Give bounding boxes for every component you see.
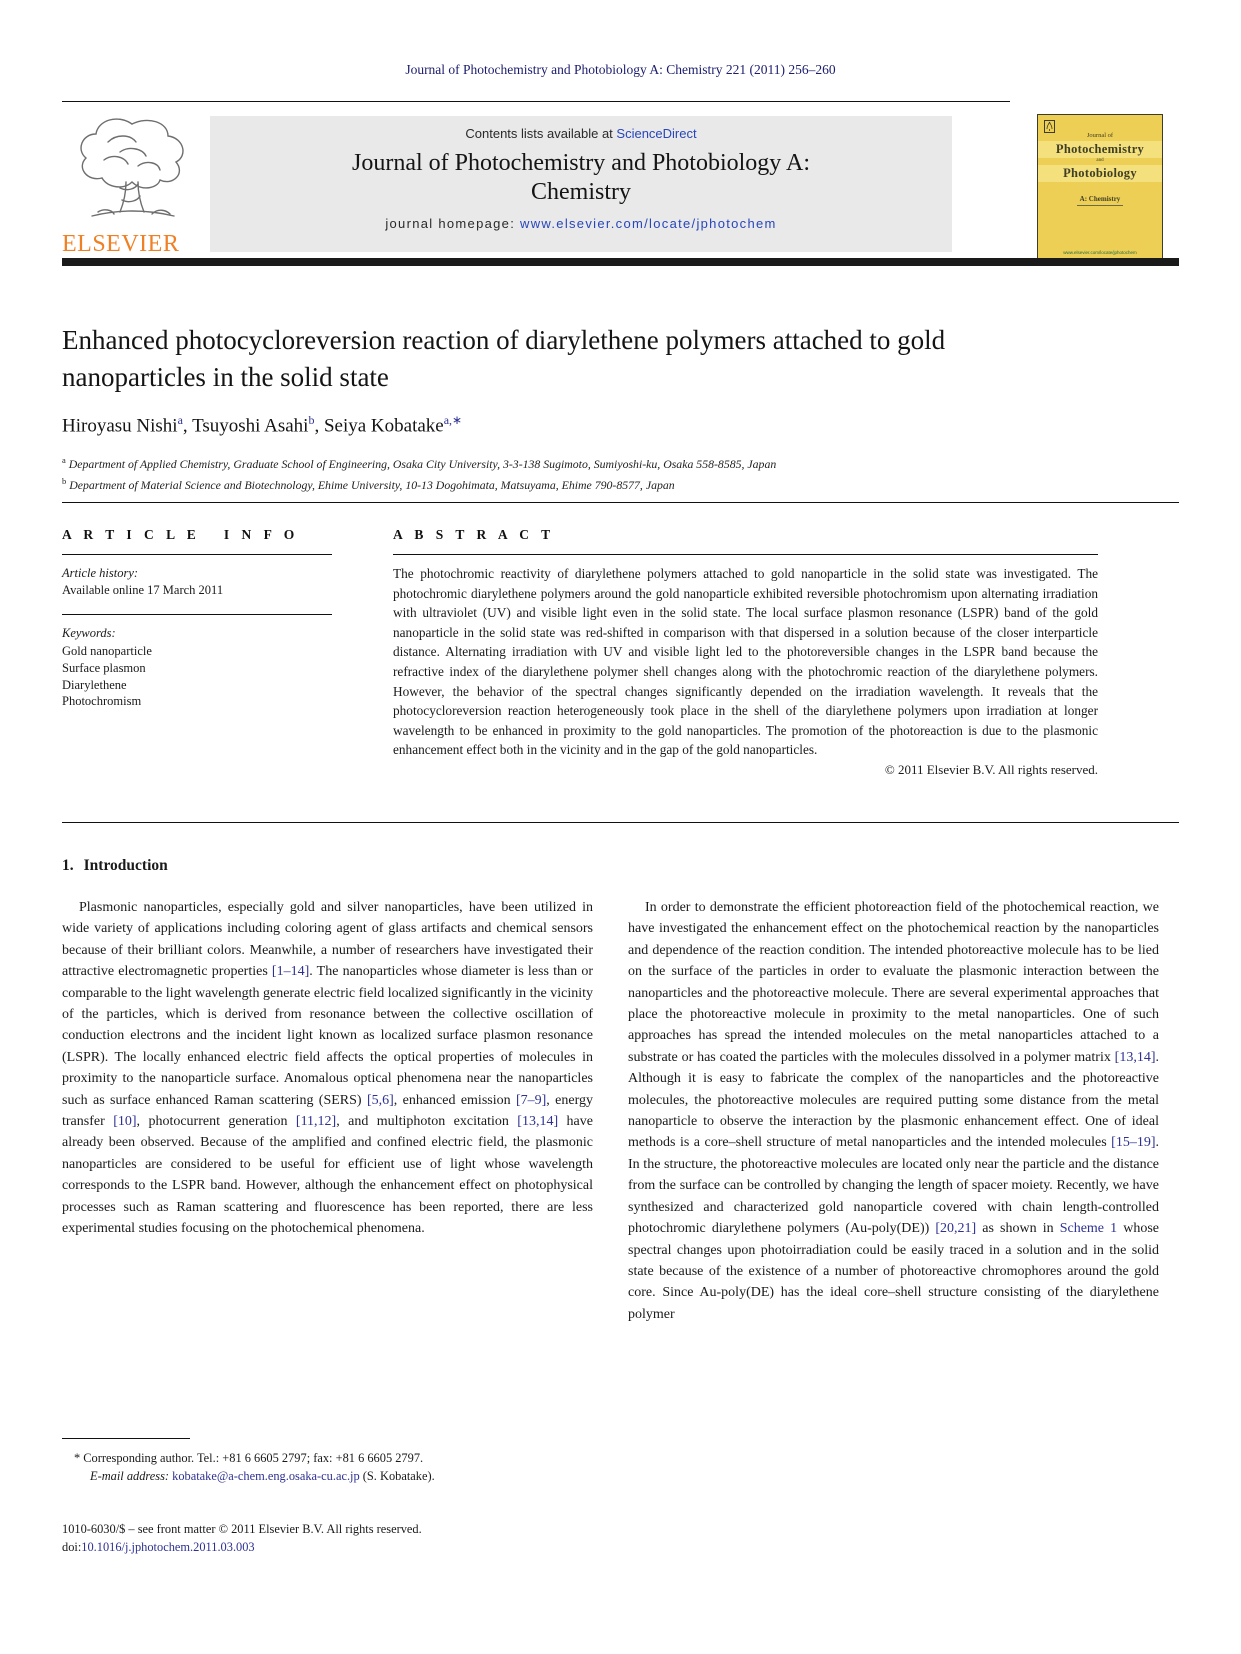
superscript-marker: b xyxy=(308,413,315,427)
author-line xyxy=(62,413,462,437)
cover-url: www.elsevier.com/locate/jphotochem xyxy=(1063,250,1137,255)
text-segment: In order to demonstrate the efficient photoreaction field of the photochemical reaction, we have investigated the enhancement effect on the photochemical reaction by the nanoparticles and dependence of the reaction condition. The intended photoreactive molecule has to be lied on the surface of the particles in order to evaluate the plasmonic interaction between the nanoparticles and the photoreactive molecule. There are several experimental approaches that place the photoreactive molecule in proximity to the metal nanoparticles. One of such approaches has spread the intended molecules on the metal nanoparticles attached to a substrate or has coated the particles with the molecules dissolved in a polymer matrix xyxy=(628,900,1159,1065)
email-link[interactable]: kobatake@a-chem.eng.osaka-cu.ac.jp xyxy=(172,1468,360,1483)
reference-link[interactable]: [20,21] xyxy=(935,1221,977,1237)
superscript-marker: a xyxy=(62,455,66,465)
text-segment: E-mail address: xyxy=(90,1468,173,1483)
journal-title xyxy=(210,149,952,207)
footnote-rule xyxy=(62,1438,190,1439)
reference-link[interactable]: [11,12] xyxy=(295,1114,337,1130)
running-head-citation: Journal of Photochemistry and Photobiology A: Chemistry 221 (2011) 256–260 xyxy=(405,62,836,77)
journal-banner xyxy=(210,116,952,252)
section-divider xyxy=(62,502,1179,503)
abstract-heading: A B S T R A C T xyxy=(393,527,555,542)
keyword-item: Gold nanoparticle xyxy=(62,644,152,658)
keyword-item: Photochromism xyxy=(62,694,142,709)
text-segment: Plasmonic nanoparticles, especially gold and silver nanoparticles, have been utilized in wide variety of applications including coloring agent of glass artifacts and chemical sensors because of their brilliant colors. Meanwhile, a number of researchers have investigated their attractive electromagnetic properties xyxy=(62,900,593,980)
article-info-heading-word2: I N F O xyxy=(223,527,299,542)
contents-line xyxy=(210,126,952,141)
affiliations xyxy=(62,452,776,494)
doi-link[interactable]: 10.1016/j.jphotochem.2011.03.003 xyxy=(81,1539,255,1554)
text-segment: . In the structure, the photoreactive molecules are located only near the particle and the distance from the surface can be controlled by changing the length of spacer moiety. Recently, we have synthesized and characterized gold nanoparticle covered with chain length-controlled photochromic diarylethene polymers (Au-poly(DE)) xyxy=(628,1135,1159,1237)
superscript-marker: a xyxy=(177,413,183,427)
section-number: 1. xyxy=(62,857,74,874)
cover-word-and: and xyxy=(1096,158,1104,163)
intro-paragraph-left xyxy=(62,897,593,1240)
article-history-label: Article history: xyxy=(62,566,139,580)
footnote-line2 xyxy=(62,1468,593,1486)
text-segment: . The nanoparticles whose diameter is less than or comparable to the light wavelength generate electric field localized significantly in the vicinity of the particles, which is derived from resonance between the collective oscillation of conduction electrons and the incident light known as localized surface plasmon resonance (LSPR). The locally enhanced electric field affects the optical properties of molecules in proximity to the nanoparticle surface. Anomalous optical phenomena near the nanoparticles such as surface enhanced Raman scattering (SERS) xyxy=(62,964,594,1108)
abstract-rule xyxy=(393,554,1098,555)
text-segment: , enhanced emission xyxy=(393,1092,516,1108)
affiliation-a xyxy=(62,452,776,473)
keyword-item: Diarylethene xyxy=(62,677,127,692)
copyright-line: © 2011 Elsevier B.V. All rights reserved. xyxy=(884,761,1098,777)
article-info-heading xyxy=(62,527,332,543)
superscript-marker: a,∗ xyxy=(443,413,463,427)
header-top-rule xyxy=(62,101,1010,102)
footnote-line1: * Corresponding author. Tel.: +81 6 6605 2797; fax: +81 6 6605 2797. xyxy=(74,1451,424,1465)
elsevier-tree-icon xyxy=(68,112,200,224)
keywords-label: Keywords: xyxy=(62,626,116,640)
text-segment: , photocurrent generation xyxy=(136,1114,296,1130)
journal-title-line1: Journal of Photochemistry and Photobiology A: xyxy=(352,150,810,176)
text-segment: Department of Applied Chemistry, Graduate School of Engineering, Osaka City University, 3-3-138 Sugimoto, Sumiyoshi-ku, Osaka 558-8585, Japan xyxy=(65,456,777,471)
cover-word-photobiology: Photobiology xyxy=(1038,165,1162,182)
text-segment: Hiroyasu Nishi xyxy=(62,415,178,437)
sciencedirect-link[interactable]: ScienceDirect xyxy=(616,126,697,141)
superscript-marker: b xyxy=(62,475,67,486)
reference-link[interactable]: [7–9] xyxy=(515,1092,547,1108)
intro-paragraph-right xyxy=(628,897,1159,1325)
reference-link[interactable]: [13,14] xyxy=(1114,1049,1156,1065)
text-segment: . Although it is easy to fabricate the complex of the nanoparticles and the photoreactive molecules, the photoreactive molecules are required putting some distance from the metal nanoparticle to observe the interaction by the plasmonic enhancement effect. One of ideal methods is a core–shell structure of metal nanoparticles and the intended molecules xyxy=(628,1049,1159,1151)
corresponding-author-footnote xyxy=(62,1450,593,1485)
article-info-rule xyxy=(62,554,332,555)
reference-link[interactable]: [1–14] xyxy=(271,964,310,980)
reference-link[interactable]: [10] xyxy=(113,1114,137,1130)
text-segment: Department of Material Science and Biotechnology, Ehime University, 10-13 Dogohimata, Matsuyama, Ehime 790-8577, Japan xyxy=(66,477,675,492)
text-segment: as shown in xyxy=(976,1221,1060,1237)
cover-mini-logo-icon xyxy=(1044,120,1055,133)
journal-title-line2: Chemistry xyxy=(531,179,631,205)
text-segment: (S. Kobatake). xyxy=(359,1468,435,1483)
footer-doi-line xyxy=(62,1539,593,1557)
article-info-heading-word1: A R T I C L E xyxy=(62,527,201,542)
body-column-right xyxy=(628,897,1159,1325)
footer-line1: 1010-6030/$ – see front matter © 2011 Elsevier B.V. All rights reserved. xyxy=(62,1522,422,1536)
keyword-item: Surface plasmon xyxy=(62,660,146,675)
elsevier-wordmark: ELSEVIER xyxy=(62,231,180,257)
keywords-list xyxy=(62,643,332,710)
article-title: Enhanced photocycloreversion reaction of diarylethene polymers attached to gold nanoparticles in the solid state xyxy=(62,325,946,392)
text-segment: have already been observed. Because of the amplified and confined electric field, the plasmonic nanoparticles are considered to be useful for efficient use of light whose wavelength corresponds to the LSPR band. However, although the enhancement effect on photophysical processes such as Raman scattering and fluorescence has been reported, there are less experimental studies focusing on the photochemical phenomena. xyxy=(62,1114,593,1237)
text-segment: , Tsuyoshi Asahi xyxy=(182,415,309,437)
reference-link[interactable]: [5,6] xyxy=(366,1092,394,1108)
text-segment: journal homepage: xyxy=(385,216,521,231)
header-thick-bar xyxy=(62,258,1179,266)
abstract-block xyxy=(393,564,1098,778)
body-column-left xyxy=(62,897,593,1240)
cover-word-photochemistry: Photochemistry xyxy=(1038,141,1162,158)
article-history-value: Available online 17 March 2011 xyxy=(62,583,224,597)
abstract-text: The photochromic reactivity of diarylethene polymers attached to gold nanoparticle in the solid state was investigated. The photochromic diarylethene polymers around the gold nanoparticle exhibited reversible photochromism upon alternating irradiation with ultraviolet (UV) and visible light even in the solid state. The local surface plasmon resonance (LSPR) band of the gold nanoparticle in the solid state was red-shifted in comparison with that dispersed in a solution because of the closer interparticle distance. Alternating irradiation with UV and visible light led to the photoreversible changes in the LSPR band because the refractive index of the diarylethene polymer shell changes along with the photochromic reaction of the diarylethene polymers. However, the behavior of the spectral changes significantly depended on the irradiation wavelength. It reveals that the photocycloreversion reaction heterogeneously took place in the shell of the diarylethene polymers upon irradiation at longer wavelength to be enhanced in proximity to the gold nanoparticles. The promotion of the photoreaction is due to the plasmonic enhancement effect both in the vicinity and in the gap of the gold nanoparticles. xyxy=(393,566,1098,758)
cover-editors-line xyxy=(1077,205,1123,207)
reference-link[interactable]: [13,14] xyxy=(517,1114,559,1130)
scheme-1-link[interactable]: Scheme 1 xyxy=(1059,1221,1118,1237)
journal-homepage-line xyxy=(210,216,952,231)
cover-journal-of: Journal of xyxy=(1086,132,1114,139)
issn-footer xyxy=(62,1521,593,1556)
reference-link[interactable]: [15–19] xyxy=(1111,1135,1156,1151)
text-segment: , energy transfer xyxy=(62,1092,593,1130)
cover-series-label: A: Chemistry xyxy=(1079,195,1121,203)
body-divider xyxy=(62,822,1179,823)
text-segment: Contents lists available at xyxy=(465,126,617,141)
text-segment: , and multiphoton excitation xyxy=(336,1114,518,1130)
elsevier-logo xyxy=(62,112,207,258)
journal-homepage-link[interactable]: www.elsevier.com/locate/jphotochem xyxy=(520,216,777,231)
text-segment: whose spectral changes upon photoirradiation could be easily traced in a solution and in the solid state because of the existence of a number of photoreactive chromophores around the gold core. Since Au-poly(DE) has the ideal core–shell structure consisting of the diarylethene polymer xyxy=(628,1221,1159,1322)
text-segment: , Seiya Kobatake xyxy=(314,415,444,437)
text-segment: doi: xyxy=(62,1539,82,1554)
affiliation-b xyxy=(62,473,776,494)
article-info-rule2 xyxy=(62,614,332,615)
section-title: Introduction xyxy=(83,857,168,874)
journal-cover-thumbnail[interactable] xyxy=(1037,114,1163,262)
section-heading-introduction xyxy=(62,857,168,875)
